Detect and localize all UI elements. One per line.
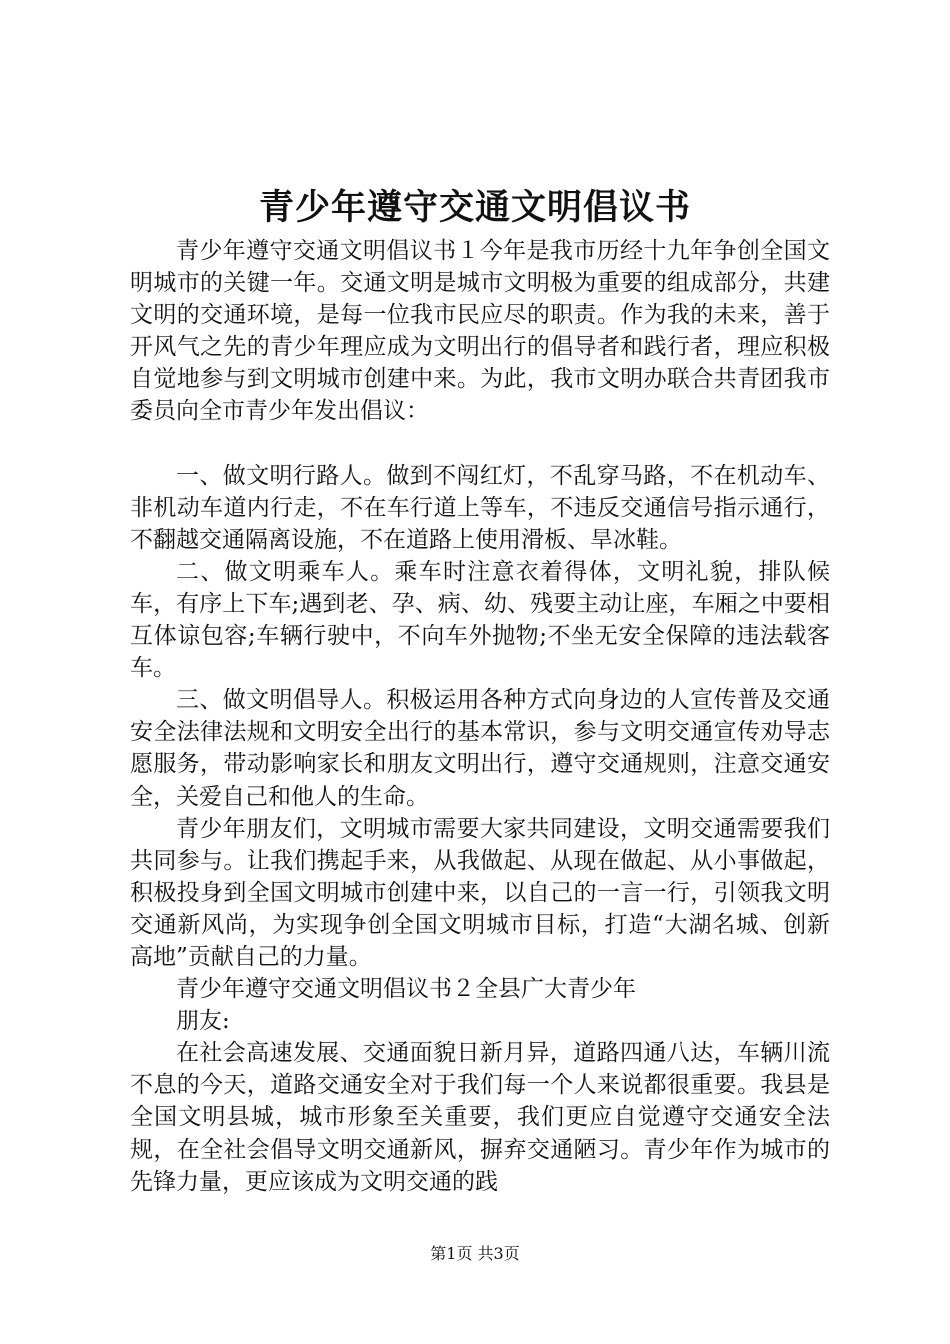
document-body (130, 235, 830, 1198)
paragraph-point-2: 二、做文明乘车人。乘车时注意衣着得体，文明礼貌，排队候车，有序上下车;遇到老、孕、病、幼、残要主动让座，车厢之中要相互体谅包容;车辆行驶中，不向车外抛物;不坐无安全保障的违法载客车。 (130, 558, 830, 682)
paragraph-salutation: 朋友: (176, 1008, 230, 1035)
paragraph-second-body: 在社会高速发展、交通面貌日新月异，道路四通八达，车辆川流不息的今天，道路交通安全对于我们每一个人来说都很重要。我县是全国文明县城，城市形象至关重要，我们更应自觉遵守交通安全法规，在全社会倡导文明交通新风，摒弃交通陋习。青少年作为城市的先锋力量，更应该成为文明交通的践 (130, 1040, 830, 1195)
page-number-footer: 第1页 共3页 (430, 1244, 520, 1263)
paragraph-closing: 青少年朋友们，文明城市需要大家共同建设，文明交通需要我们共同参与。让我们携起手来，从我做起、从现在做起、从小事做起，积极投身到全国文明城市创建中来，以自己的一言一行，引领我文明交通新风尚，为实现争创全国文明城市目标，打造“大湖名城、创新高地”贡献自己的力量。 (130, 815, 830, 970)
paragraph-point-3: 三、做文明倡导人。积极运用各种方式向身边的人宣传普及交通安全法律法规和文明安全出行的基本常识，参与文明交通宣传劝导志愿服务，带动影响家长和朋友文明出行，遵守交通规则，注意交通安全，关爱自己和他人的生命。 (130, 687, 830, 810)
paragraph-intro: 青少年遵守交通文明倡议书１今年是我市历经十九年争创全国文明城市的关键一年。交通文明是城市文明极为重要的组成部分，共建文明的交通环境，是每一位我市民应尽的职责。作为我的未来，善于开风气之先的青少年理应成为文明出行的倡导者和践行者，理应积极自觉地参与到文明城市创建中来。为此，我市文明办联合共青团我市委员向全市青少年发出倡议： (130, 238, 830, 425)
document-title: 青少年遵守交通文明倡议书 (258, 187, 691, 228)
paragraph-second-title: 青少年遵守交通文明倡议书２全县广大青少年 (176, 976, 636, 1003)
paragraph-point-1: 一、做文明行路人。做到不闯红灯，不乱穿马路，不在机动车、非机动车道内行走，不在车行道上等车，不违反交通信号指示通行，不翻越交通隔离设施，不在道路上使用滑板、旱冰鞋。 (130, 462, 830, 553)
